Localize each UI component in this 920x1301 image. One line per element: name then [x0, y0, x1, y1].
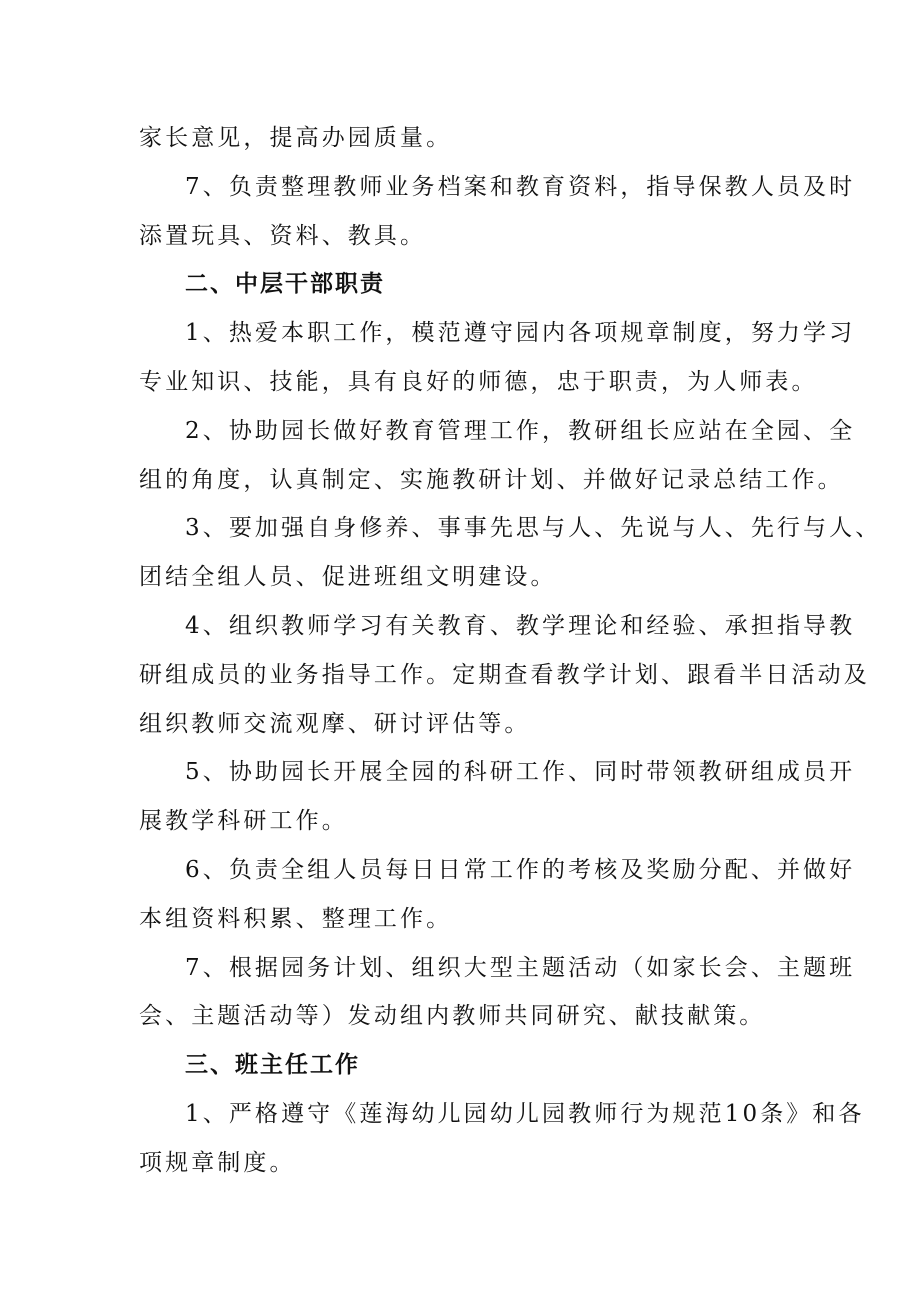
- text-line: 添置玩具、资料、教具。: [139, 222, 427, 249]
- text-line: 组的角度，认真制定、实施教研计划、并做好记录总结工作。: [139, 466, 844, 493]
- text-line: 展教学科研工作。: [139, 808, 348, 835]
- text-line: 7、根据园务计划、组织大型主题活动（如家长会、主题班: [185, 954, 856, 981]
- text-line: 项规章制度。: [139, 1149, 296, 1176]
- text-line: 本组资料积累、整理工作。: [139, 905, 453, 932]
- text-line: 会、主题活动等）发动组内教师共同研究、献技献策。: [139, 1003, 766, 1030]
- text-line: 5、协助园长开展全园的科研工作、同时带领教研组成员开: [185, 759, 856, 786]
- text-line: 7、负责整理教师业务档案和教育资料，指导保教人员及时: [185, 173, 856, 200]
- text-line: 1、严格遵守《莲海幼儿园幼儿园教师行为规范10条》和各: [185, 1100, 865, 1127]
- text-line: 2、协助园长做好教育管理工作，教研组长应站在全园、全: [185, 417, 856, 444]
- text-line: 专业知识、技能，具有良好的师德，忠于职责，为人师表。: [139, 368, 818, 395]
- text-line: 1、热爱本职工作，模范遵守园内各项规章制度，努力学习: [185, 320, 856, 347]
- text-line: 3、要加强自身修养、事事先思与人、先说与人、先行与人、: [185, 515, 882, 542]
- section-heading: 二、中层干部职责: [185, 271, 385, 298]
- text-line: 组织教师交流观摩、研讨评估等。: [139, 710, 531, 737]
- text-line: 研组成员的业务指导工作。定期查看教学计划、跟看半日活动及: [139, 661, 870, 688]
- section-heading: 三、班主任工作: [185, 1052, 360, 1079]
- text-line: 家长意见，提高办园质量。: [139, 125, 453, 151]
- text-line: 6、负责全组人员每日日常工作的考核及奖励分配、并做好: [185, 856, 856, 883]
- text-line: 4、组织教师学习有关教育、教学理论和经验、承担指导教: [185, 612, 856, 639]
- text-line: 团结全组人员、促进班组文明建设。: [139, 564, 557, 591]
